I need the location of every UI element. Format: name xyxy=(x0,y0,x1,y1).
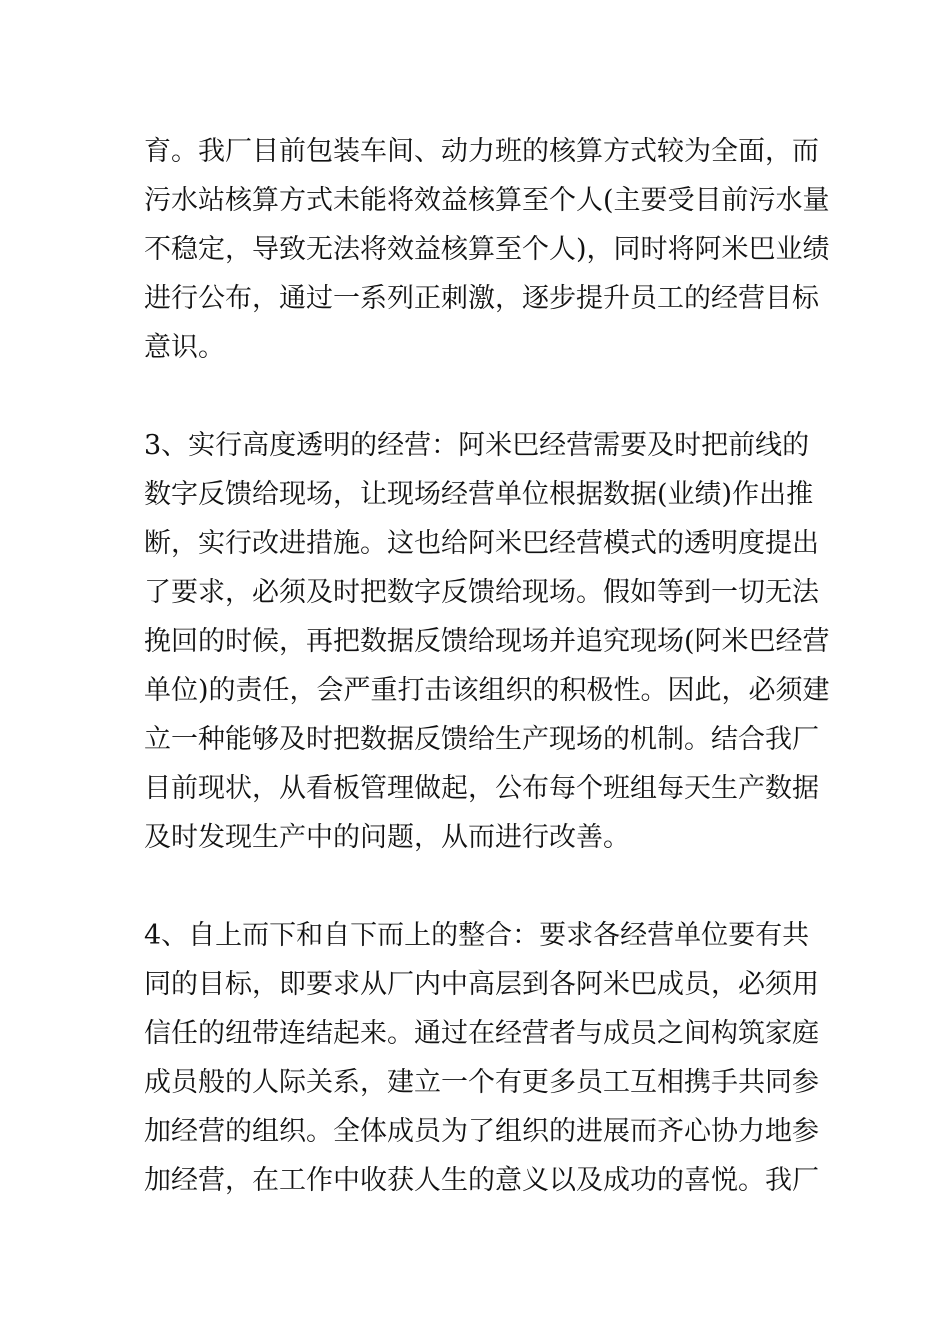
paragraph-3-line-4: 成员般的人际关系，建立一个有更多员工互相携手共同参 xyxy=(144,1067,819,1098)
paragraph-2-line-3: 断，实行改进措施。这也给阿米巴经营模式的透明度提出 xyxy=(144,528,819,559)
paragraph-3-line-3: 信任的纽带连结起来。通过在经营者与成员之间构筑家庭 xyxy=(144,1018,819,1049)
paragraph-3-line-5: 加经营的组织。全体成员为了组织的进展而齐心协力地参 xyxy=(144,1116,819,1147)
paragraph-2-line-8: 目前现状，从看板管理做起，公布每个班组每天生产数据 xyxy=(144,773,819,804)
paragraph-2-line-1: 3、实行高度透明的经营：阿米巴经营需要及时把前线的 xyxy=(144,430,810,461)
paragraph-2-line-2: 数字反馈给现场，让现场经营单位根据数据(业绩)作出推 xyxy=(144,479,814,510)
paragraph-3-line-6: 加经营，在工作中收获人生的意义以及成功的喜悦。我厂 xyxy=(144,1165,819,1196)
paragraph-3-line-1: 4、自上而下和自下而上的整合：要求各经营单位要有共 xyxy=(144,920,810,951)
paragraph-1-line-2: 污水站核算方式未能将效益核算至个人(主要受目前污水量 xyxy=(144,185,830,216)
paragraph-1-line-3: 不稳定，导致无法将效益核算至个人)，同时将阿米巴业绩 xyxy=(144,234,830,265)
paragraph-1-line-5: 意识。 xyxy=(144,332,225,363)
paragraph-1-line-4: 进行公布，通过一系列正刺激，逐步提升员工的经营目标 xyxy=(144,283,819,314)
paragraph-2-line-5: 挽回的时候，再把数据反馈给现场并追究现场(阿米巴经营 xyxy=(144,626,830,657)
paragraph-2-line-9: 及时发现生产中的问题，从而进行改善。 xyxy=(144,822,630,853)
paragraph-3-line-2: 同的目标，即要求从厂内中高层到各阿米巴成员，必须用 xyxy=(144,969,819,1000)
paragraph-2-line-6: 单位)的责任，会严重打击该组织的积极性。因此，必须建 xyxy=(144,675,830,706)
paragraph-2-line-4: 了要求，必须及时把数字反馈给现场。假如等到一切无法 xyxy=(144,577,819,608)
paragraph-1-line-1: 育。我厂目前包装车间、动力班的核算方式较为全面，而 xyxy=(144,136,819,167)
paragraph-2-line-7: 立一种能够及时把数据反馈给生产现场的机制。结合我厂 xyxy=(144,724,819,755)
